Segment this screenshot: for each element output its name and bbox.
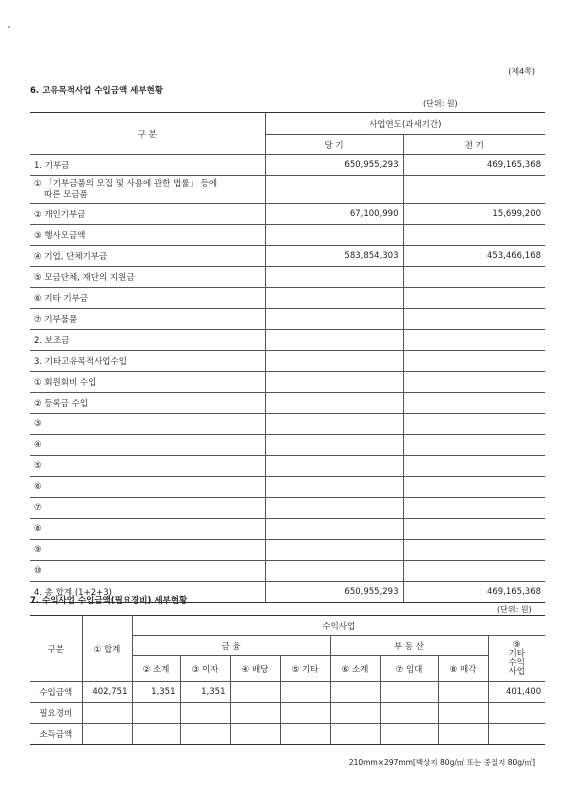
previous-value: [403, 540, 545, 561]
row-label: ① 회원회비 수입: [30, 372, 265, 393]
table-header-row: [30, 113, 545, 135]
current-value: 67,100,990: [265, 204, 403, 225]
previous-value: 453,466,168: [403, 246, 545, 267]
table-row: [30, 561, 545, 582]
profit-business-table: [30, 615, 545, 745]
donation-income-table: [30, 112, 545, 603]
table-cell: [132, 703, 180, 724]
table-header-row: [30, 616, 545, 636]
previous-value: 469,165,368: [403, 582, 545, 603]
table-row: [30, 176, 545, 204]
section6-unit: (단위: 원): [423, 99, 458, 108]
current-value: [265, 519, 403, 540]
diagonal-cell: [180, 703, 230, 724]
current-value: [265, 330, 403, 351]
table-row: [30, 498, 545, 519]
table-row: [30, 204, 545, 225]
header-other-l3: 수익: [508, 657, 526, 668]
row-label: ② 등록금 수입: [30, 393, 265, 414]
table-cell: [330, 703, 380, 724]
table-body: [30, 155, 545, 603]
table-cell: [280, 703, 330, 724]
row-label: ⑧: [30, 519, 265, 540]
row-label: ② 개인기부금: [30, 204, 265, 225]
table-row: [30, 267, 545, 288]
current-value: 583,854,303: [265, 246, 403, 267]
previous-value: [403, 372, 545, 393]
row-label: 2. 보조금: [30, 330, 265, 351]
row-label: 필요경비: [30, 703, 82, 724]
header-category: 구분: [30, 616, 82, 682]
row-label: ④: [30, 435, 265, 456]
header-sub: ⑦ 임대: [380, 656, 438, 682]
table-row: [30, 540, 545, 561]
table-cell: 1,351: [132, 682, 180, 703]
table-row: [30, 519, 545, 540]
current-value: [265, 498, 403, 519]
section7-unit: (단위: 원): [497, 605, 532, 614]
current-value: [265, 372, 403, 393]
table-cell: [438, 703, 488, 724]
table-cell: [380, 703, 438, 724]
row-label: ⑦ 기부물품: [30, 309, 265, 330]
table-cell: [438, 682, 488, 703]
table-cell: [380, 724, 438, 745]
row-label: ③ 행사모금액: [30, 225, 265, 246]
table-cell: [330, 724, 380, 745]
scan-speck: [8, 26, 10, 28]
header-previous: 전 기: [403, 135, 545, 155]
table-cell: [488, 724, 545, 745]
previous-value: [403, 351, 545, 372]
table-row: [30, 288, 545, 309]
previous-value: 15,699,200: [403, 204, 545, 225]
header-other-l2: 기타: [508, 648, 526, 659]
header-other-profit: [488, 636, 545, 682]
paper-spec: 210mm×297mm[백상지 80g/㎡ 또는 중질지 80g/㎡]: [348, 758, 535, 767]
previous-value: [403, 477, 545, 498]
table-row: [30, 703, 545, 724]
header-sub: ② 소계: [132, 656, 180, 682]
table-row: [30, 435, 545, 456]
table-cell: 401,400: [488, 682, 545, 703]
row-label: 3. 기타고유목적사업수입: [30, 351, 265, 372]
table-cell: [280, 724, 330, 745]
current-value: [265, 225, 403, 246]
table-row: [30, 225, 545, 246]
previous-value: [403, 456, 545, 477]
header-sub: ④ 배당: [230, 656, 280, 682]
header-real-estate: 부 동 산: [330, 636, 488, 656]
previous-value: [403, 414, 545, 435]
row-label: ⑨: [30, 540, 265, 561]
previous-value: [403, 519, 545, 540]
table-row: [30, 477, 545, 498]
row-label: ⑤: [30, 456, 265, 477]
row-label: ⑩: [30, 561, 265, 582]
header-category: 구 분: [30, 113, 265, 155]
table-row: [30, 414, 545, 435]
previous-value: [403, 435, 545, 456]
section6-title: 6. 고유목적사업 수입금액 세부현황: [30, 86, 163, 96]
page-number: (제4쪽): [508, 67, 535, 76]
row-label: 1. 기부금: [30, 155, 265, 176]
row-label: ④ 기업, 단체기부금: [30, 246, 265, 267]
row-label: ⑥ 기타 기부금: [30, 288, 265, 309]
row-label-line2: 따른 모금품: [44, 189, 88, 200]
previous-value: [403, 267, 545, 288]
current-value: [265, 540, 403, 561]
table-cell: 1,351: [180, 682, 230, 703]
current-value: [265, 393, 403, 414]
table-row: [30, 309, 545, 330]
current-value: [265, 561, 403, 582]
previous-value: 469,165,368: [403, 155, 545, 176]
table-row: [30, 456, 545, 477]
current-value: [265, 414, 403, 435]
header-profit-business: 수익사업: [132, 616, 545, 636]
current-value: [265, 176, 403, 204]
current-value: 650,955,293: [265, 582, 403, 603]
row-label: ⑦: [30, 498, 265, 519]
diagonal-cell: [230, 703, 280, 724]
previous-value: [403, 309, 545, 330]
current-value: 650,955,293: [265, 155, 403, 176]
header-total: ① 합계: [82, 616, 132, 682]
row-label: ③: [30, 414, 265, 435]
table-body: [30, 682, 545, 745]
table-cell: [230, 682, 280, 703]
previous-value: [403, 561, 545, 582]
row-label: 수입금액: [30, 682, 82, 703]
header-sub: ③ 이자: [180, 656, 230, 682]
previous-value: [403, 288, 545, 309]
current-value: [265, 435, 403, 456]
table-row: [30, 330, 545, 351]
table-cell: [280, 682, 330, 703]
table-cell: [230, 724, 280, 745]
current-value: [265, 477, 403, 498]
table-row: [30, 682, 545, 703]
table-cell: [330, 682, 380, 703]
table-row: [30, 724, 545, 745]
header-sub: ⑤ 기타: [280, 656, 330, 682]
table-cell: [132, 724, 180, 745]
header-sub: ⑥ 소계: [330, 656, 380, 682]
row-label: ⑥: [30, 477, 265, 498]
table-cell: [380, 682, 438, 703]
table-row: [30, 246, 545, 267]
table-row: [30, 372, 545, 393]
table-row: [30, 155, 545, 176]
header-fiscal-year: 사업연도(과세기간): [265, 113, 545, 135]
table-cell: 402,751: [82, 682, 132, 703]
previous-value: [403, 176, 545, 204]
table-cell: [82, 724, 132, 745]
current-value: [265, 288, 403, 309]
table-cell: [438, 724, 488, 745]
previous-value: [403, 498, 545, 519]
header-other-num: ⑨: [512, 639, 521, 650]
current-value: [265, 456, 403, 477]
previous-value: [403, 225, 545, 246]
section7-title: 7. 수익사업 수입금액(필요경비) 세부현황: [30, 596, 188, 606]
row-label: 4. 총 합계 (1+2+3): [30, 582, 265, 603]
row-label: 소득금액: [30, 724, 82, 745]
header-other-l4: 사업: [508, 666, 526, 677]
header-finance: 금 융: [132, 636, 330, 656]
header-current: 당 기: [265, 135, 403, 155]
previous-value: [403, 330, 545, 351]
table-cell: [82, 703, 132, 724]
table-cell: [180, 724, 230, 745]
table-row: [30, 351, 545, 372]
row-label-line1: ① 「기부금품의 모집 및 사용에 관한 법률」 등에: [34, 178, 218, 189]
row-label: ⑤ 모금단체, 재단의 지원금: [30, 267, 265, 288]
table-row: [30, 393, 545, 414]
header-sub: ⑧ 매각: [438, 656, 488, 682]
table-cell: [488, 703, 545, 724]
row-label: [30, 176, 265, 204]
current-value: [265, 267, 403, 288]
previous-value: [403, 393, 545, 414]
current-value: [265, 351, 403, 372]
current-value: [265, 309, 403, 330]
